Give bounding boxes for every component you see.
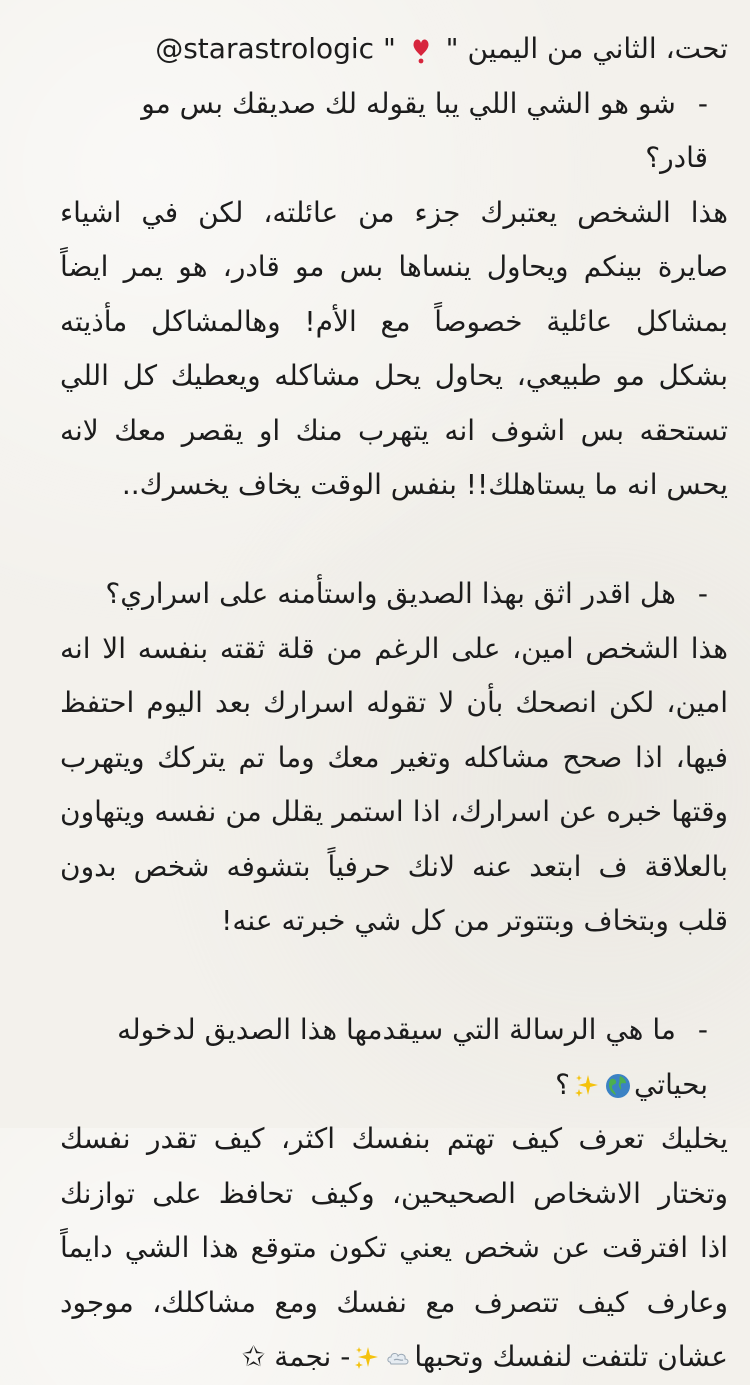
answer-2-line: وقتها خبره عن اسرارك، اذا استمر يقلل من نفسه ويتهاون: [60, 795, 728, 828]
answer-2-line: فيها، اذا صحح مشاكله وتغير معك وما تم يتركك ويتهرب: [60, 740, 728, 774]
answer-3-line: وتختار الاشخاص الصحيحين، وكيف تحافظ على توازنك: [60, 1176, 728, 1210]
bullet-dash: -: [697, 1013, 708, 1046]
signoff-text: عشان تلتفت لنفسك وتحبها: [414, 1340, 728, 1373]
heavy-heart-exclamation-icon: [407, 36, 435, 64]
wind-cloud-icon: [384, 1344, 412, 1372]
signoff-tail: - نجمة ✩: [241, 1340, 351, 1373]
answer-1-line: هذا الشخص يعتبرك جزء من عائلته، لكن في اشياء: [60, 195, 728, 229]
question-1-line-2: [60, 131, 728, 186]
answer-1-line: بمشاكل عائلية خصوصاً مع الأم! وهالمشاكل مأذيته: [60, 304, 728, 338]
bullet-dash: -: [697, 86, 708, 120]
question-3-line-2: [60, 1058, 728, 1113]
paragraph-spacer: [60, 949, 728, 1004]
answer-2-line: هذا الشخص امين، على الرغم من قلة ثقته بنفسه الا انه: [60, 631, 728, 665]
answer-1-line: بشكل مو طبيعي، يحاول يحل مشاكله ويعطيك كل اللي: [60, 359, 728, 392]
question-1-line-1: [60, 77, 728, 132]
question-3-line-1: [60, 1003, 728, 1058]
answer-3-line: اذا افترقت عن شخص يعني تكون متوقع هذا الشي دايماً: [60, 1231, 728, 1264]
question-2-text: هل اقدر اثق بهذا الصديق واستأمنه على اسراري؟: [105, 577, 676, 610]
answer-2-line: امين، لكن انصحك بأن لا تقوله اسرارك بعد اليوم احتفظ: [60, 686, 728, 719]
sparkles-icon: [572, 1072, 600, 1100]
header-prefix: تحت، الثاني من اليمين ": [436, 32, 728, 65]
answer-1-line: تستحقه بس اشوف انه يتهرب منك او يقصر معك لانه: [60, 413, 728, 447]
question-3-text-continued: بحياتي: [634, 1067, 708, 1101]
answer-1-line: صايرة بينكم ويحاول ينساها بس مو قادر، هو يمر ايضاً: [60, 250, 728, 283]
question-3-mark: ؟: [555, 1067, 571, 1101]
answer-1-line: يحس انه ما يستاهلك!! بنفس الوقت يخاف يخسرك..: [121, 468, 728, 501]
answer-2-line: قلب وبتخاف وبتتوتر من كل شي خبرته عنه!: [221, 904, 728, 937]
paragraph-spacer: [60, 513, 728, 568]
sparkles-icon: [352, 1344, 380, 1372]
question-3-text: ما هي الرسالة التي سيقدمها هذا الصديق لدخوله: [117, 1013, 676, 1046]
signoff-line: [60, 1330, 728, 1385]
globe-americas-icon: [604, 1072, 632, 1100]
question-2-line-1: [60, 567, 728, 622]
question-1-text-continued: قادر؟: [645, 141, 708, 174]
answer-2-line: بالعلاقة ف ابتعد عنه لانك حرفياً بتشوفه شخص بدون: [60, 849, 728, 883]
header-suffix: ": [374, 32, 405, 65]
answer-3-line: وعارف كيف تتصرف مع نفسك ومع مشاكلك، موجود: [60, 1285, 728, 1319]
question-1-text: شو هو الشي اللي يبا يقوله لك صديقك بس مو: [141, 86, 676, 120]
account-handle[interactable]: @starastrologic: [155, 32, 375, 65]
bullet-dash: -: [697, 577, 708, 610]
answer-3-line: يخليك تعرف كيف تهتم بنفسك اكثر، كيف تقدر نفسك: [60, 1122, 728, 1155]
header-line: [60, 22, 728, 77]
